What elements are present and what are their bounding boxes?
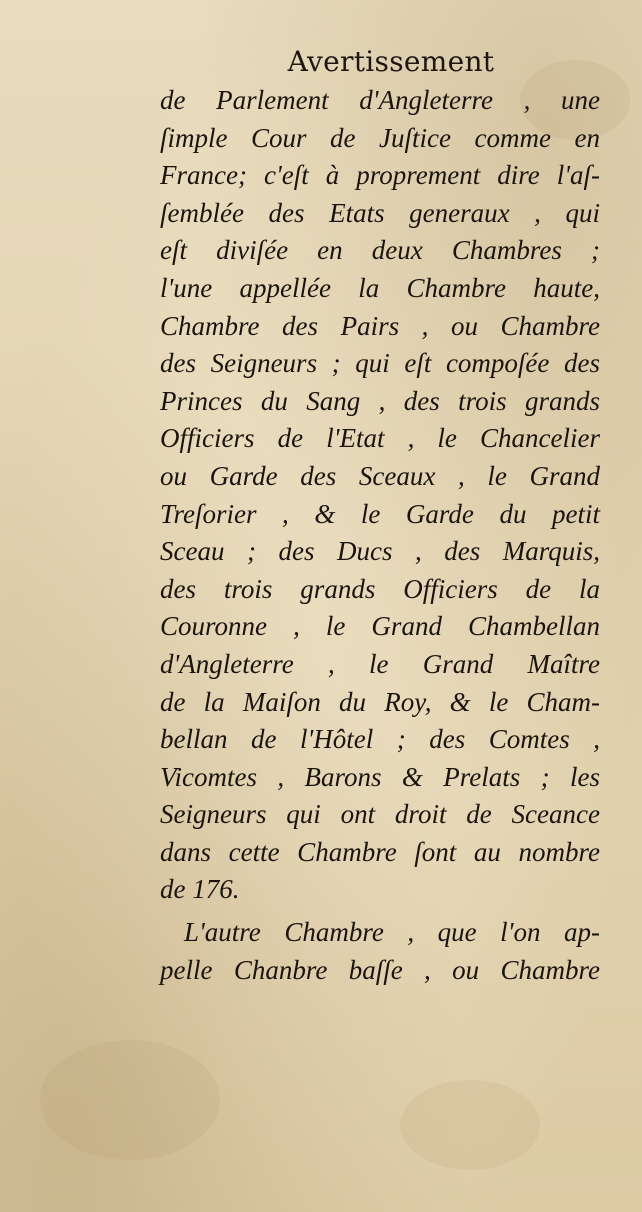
paper-stain (400, 1080, 540, 1170)
text-line: Seigneurs qui ont droit de Sceance (160, 799, 600, 830)
text-line: Officiers de l'Etat , le Chancelier (160, 423, 600, 454)
text-line: eſt diviſée en deux Chambres ; (160, 235, 600, 266)
text-line: d'Angleterre , le Grand Maître (160, 648, 600, 679)
text-line: L'autre Chambre , que l'on ap- (184, 917, 600, 948)
text-line: Treſorier , & le Garde du petit (160, 498, 600, 529)
body-text (160, 82, 600, 989)
text-line: bellan de l'Hôtel ; des Comtes , (160, 724, 600, 755)
text-line: Vicomtes , Barons & Prelats ; les (160, 761, 600, 792)
text-line: des Seigneurs ; qui eſt compoſée des (160, 348, 600, 379)
text-line: dans cette Chambre ſont au nombre (160, 836, 600, 867)
text-line: ſimple Cour de Juſtice comme en (160, 122, 600, 153)
text-line: Couronne , le Grand Chambellan (160, 611, 600, 642)
text-line: de la Maiſon du Roy, & le Cham- (160, 686, 600, 717)
text-line: Chambre des Pairs , ou Chambre (160, 310, 600, 341)
text-line: pelle Chanbre baſſe , ou Chambre (160, 954, 600, 985)
text-line: ſemblée des Etats generaux , qui (160, 197, 600, 228)
text-line: de Parlement d'Angleterre , une (160, 85, 600, 115)
text-line: l'une appellée la Chambre haute, (160, 272, 600, 303)
text-line: des trois grands Officiers de la (160, 573, 600, 604)
running-head: Avertissement (287, 45, 495, 78)
text-line: Princes du Sang , des trois grands (160, 385, 600, 416)
text-line: ou Garde des Sceaux , le Grand (160, 460, 600, 491)
paper-stain (40, 1040, 220, 1160)
text-line: Sceau ; des Ducs , des Marquis, (160, 536, 600, 567)
text-line: de 176. (160, 874, 240, 905)
text-line: France; c'eſt à proprement dire l'aſ- (160, 160, 600, 191)
